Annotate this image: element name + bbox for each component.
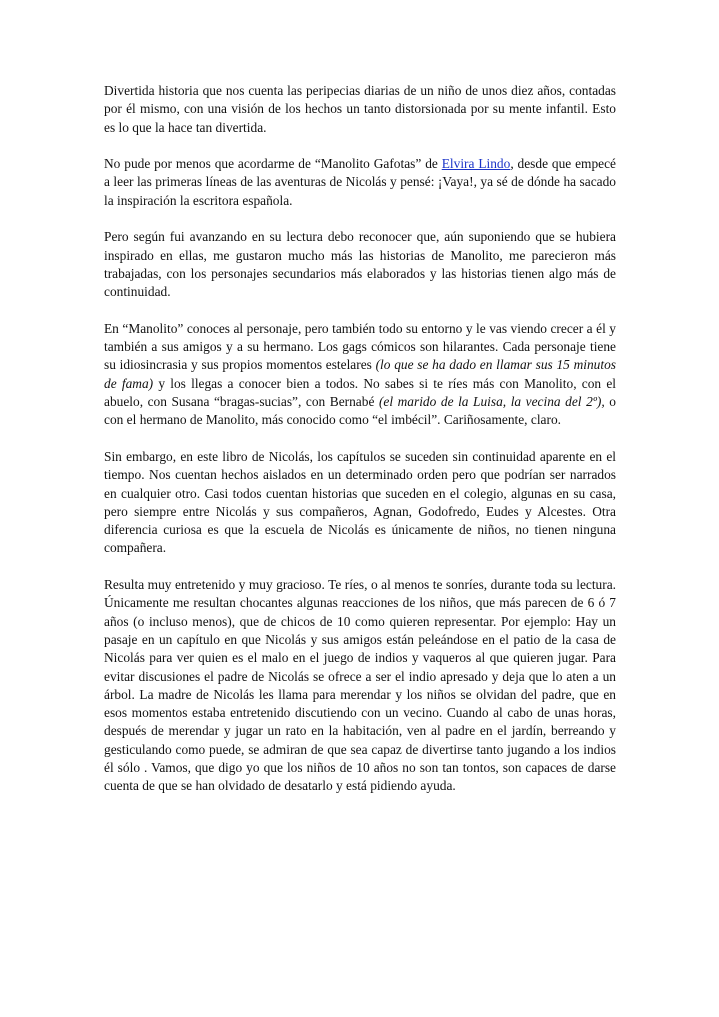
paragraph-text-segment: No pude por menos que acordarme de “Manolito Gafotas” de [104,156,442,172]
paragraph-intro: Divertida historia que nos cuenta las peripecias diarias de un niño de unos diez años, contadas por él mismo, con una visión de los hechos un tanto distorsionada por su mente infantil. Esto es lo que la hace tan divertida. [104,83,616,135]
italic-aside-fame: (lo que se ha dado en llamar sus 15 minutos de fama) [104,357,616,391]
document-page [104,82,616,814]
italic-aside-bernabe: (el marido de la Luisa, la vecina del 2º), [378,394,605,410]
paragraph-text-segment: En “Manolito” conoces al personaje, pero también todo su entorno y le vas viendo crecer a él y también a sus amigos y a su hermano. Los gags cómicos son hilarantes. Cada personaje tiene su idiosincrasia y sus propios momentos estelares [104,320,616,373]
paragraph-manolito-comparison [104,155,616,210]
paragraph-text-segment: , desde que empecé a leer las primeras líneas de las aventuras de Nicolás y pensé: ¡Vaya!, ya sé de dónde ha sacado la inspiración la escritora española. [104,156,616,208]
paragraph-conclusion: Resulta muy entretenido y muy gracioso. Te ríes, o al menos te sonríes, durante toda su lectura. Únicamente me resultan chocantes algunas reacciones de los niños, que más parecen de 6 ó 7 años (o incluso menos), que de chicos de 10 como quieren representar. Por ejemplo: Hay un pasaje en un capítulo en que Nicolás y sus amigos están peleándose en el patio de la casa de Nicolás para ver quien es el malo en el juego de indios y vaqueros al que quieren jugar. Para evitar discusiones el padre de Nicolás se ofrece a ser el indio apresado y deja que lo aten a un árbol. La madre de Nicolás les llama para merendar y los niños se olvidan del padre, que en esos momentos estaba entretenido discutiendo con un vecino. Cuando al cabo de unas horas, después de merendar y jugar un rato en la habitación, ven al padre en el jardín, berreando y gesticulando como puede, se admiran de que sea capaz de divertirse tanto jugando a los indios él sólo . Vamos, que digo yo que los niños de 10 años no son tan tontos, son capaces de darse cuenta de que se han olvidado de desatarlo y está pidiendo ayuda. [104,577,616,794]
paragraph-reading-progress: Pero según fui avanzando en su lectura debo reconocer que, aún suponiendo que se hubiera inspirado en ellas, me gustaron mucho más las historias de Manolito, me parecieron más trabajadas, con los personajes secundarios más elaborados y las historias tienen algo más de continuidad. [104,229,616,300]
elvira-lindo-link[interactable]: Elvira Lindo [441,156,511,172]
paragraph-text-segment: y los llegas a conocer bien a todos. No sabes si te ríes más con Manolito, con el abuelo, con Susana “bragas-sucias”, con Bernabé [104,375,616,410]
paragraph-text-segment: o con el hermano de Manolito, más conocido como “el imbécil”. Cariñosamente, claro. [104,394,616,428]
paragraph-nicolas-structure: Sin embargo, en este libro de Nicolás, los capítulos se suceden sin continuidad aparente en el tiempo. Nos cuentan hechos aislados en un determinado orden pero que podrían ser narrados en cualquier otro. Casi todos cuentan historias que suceden en el colegio, algunas en su casa, pero siempre entre Nicolás y sus compañeros, Agnan, Godofredo, Eudes y Alcestes. Otra diferencia curiosa es que la escuela de Nicolás es únicamente de niños, no tienen ninguna compañera. [104,448,616,556]
paragraph-manolito-characters [104,320,616,430]
